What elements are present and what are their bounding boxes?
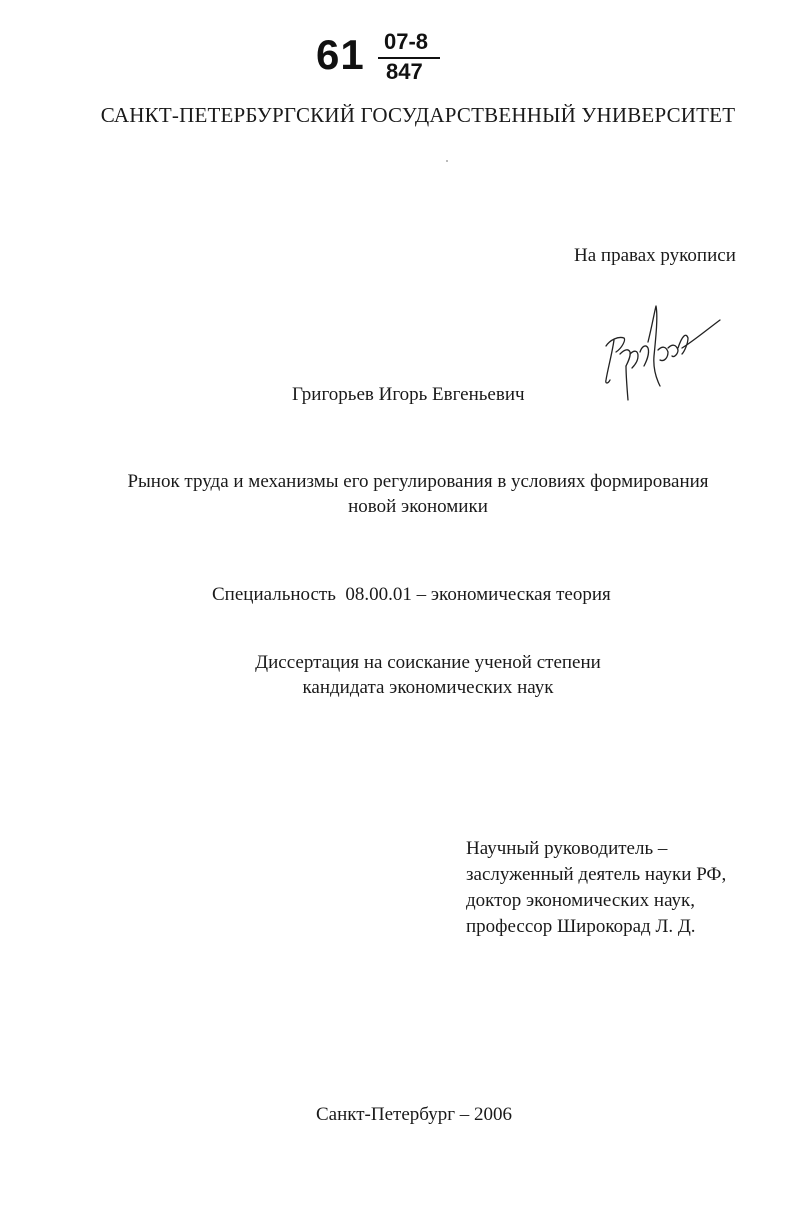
supervisor-line-4: профессор Широкорад Л. Д.	[466, 916, 696, 937]
scan-speck	[446, 160, 448, 162]
stamp-top-number: 07-8	[384, 29, 429, 54]
thesis-line-2: кандидата экономических наук	[302, 677, 554, 698]
stamp-bottom-number: 847	[386, 59, 423, 84]
supervisor-line-2: заслуженный деятель науки РФ,	[466, 864, 727, 885]
university-name: САНКТ-ПЕТЕРБУРГСКИЙ ГОСУДАРСТВЕННЫЙ УНИВЕРСИТЕТ	[100, 103, 736, 127]
title-line-1: Рынок труда и механизмы его регулирования в условиях формирования	[127, 471, 709, 492]
thesis-degree	[238, 650, 618, 700]
library-stamp	[316, 28, 446, 88]
supervisor-line-3: доктор экономических наук,	[466, 890, 696, 911]
specialty: Специальность 08.00.01 – экономическая теория	[212, 584, 611, 605]
rights-note: На правах рукописи	[574, 245, 736, 266]
author-name: Григорьев Игорь Евгеньевич	[292, 384, 525, 405]
stamp-main-number: 61	[316, 31, 365, 78]
signature-icon	[596, 296, 726, 406]
city-year: Санкт-Петербург – 2006	[316, 1104, 513, 1125]
supervisor-line-1: Научный руководитель –	[466, 838, 668, 859]
supervisor-block	[466, 836, 726, 940]
thesis-line-1: Диссертация на соискание ученой степени	[255, 652, 601, 673]
title-line-2: новой экономики	[348, 496, 488, 517]
dissertation-title	[80, 469, 756, 519]
